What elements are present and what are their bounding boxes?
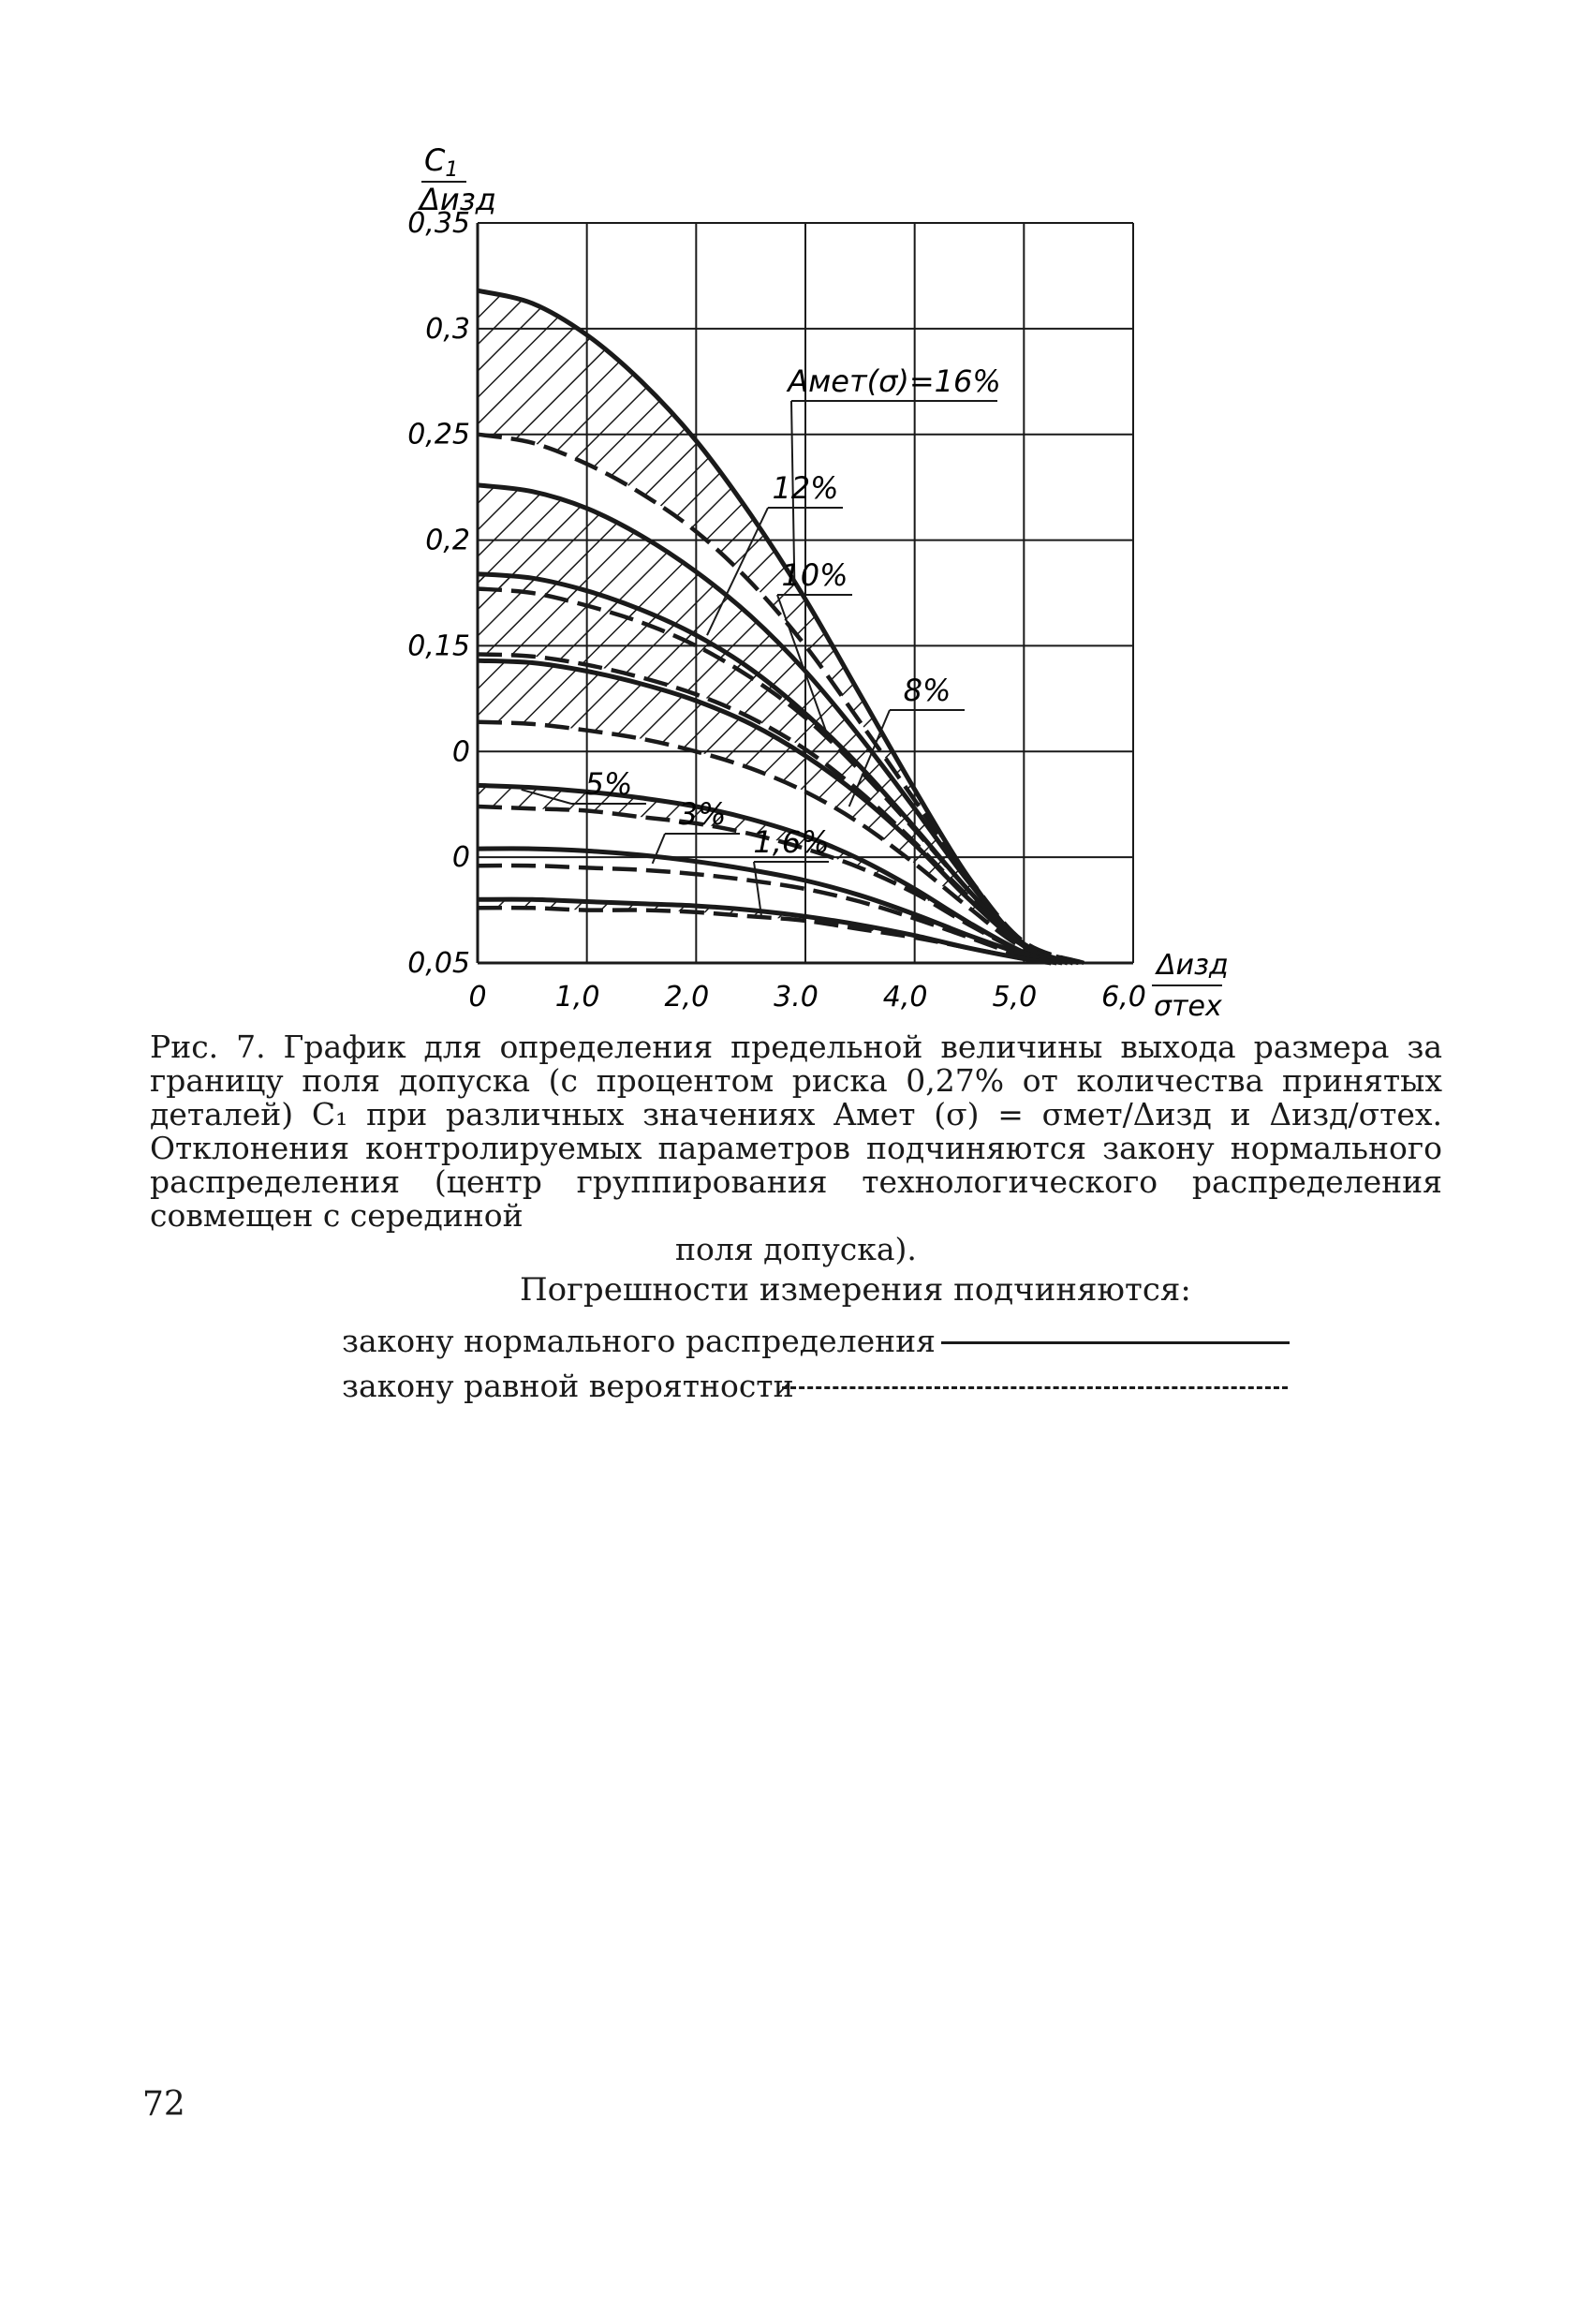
- x-axis-title-bottom: σтех: [1154, 990, 1222, 1023]
- x-tick-label: 0: [468, 981, 487, 1014]
- caption-text: Рис. 7. График для определения предельной величины выхода размера за границу поля допуска (с процентом риска 0,27% от количества принятых деталей) C₁ при различных значениях Aмет (σ) = σмет/Δизд и Δизд/σтех. Отклонения контролируемых параметров подчиняются закону нормального распределения (центр группирования технологического распределения совмещен с серединой: [150, 1029, 1442, 1234]
- chart: [0, 0, 1593, 1030]
- x-tick-label: 2,0: [664, 981, 710, 1014]
- y-tick-label: 0,25: [407, 418, 470, 451]
- y-tick-label: 0: [451, 735, 470, 769]
- annotation-label: 12%: [772, 470, 839, 506]
- y-tick-label: 0: [451, 841, 470, 875]
- legend-row-uniform: [342, 1368, 794, 1404]
- y-tick-label: 0,15: [407, 629, 470, 663]
- legend-uniform-label: закону равной вероятности: [342, 1368, 794, 1404]
- x-tick-label: 1,0: [554, 981, 600, 1014]
- x-tick-label: 4,0: [882, 981, 928, 1014]
- annotation-label: 5%: [584, 766, 633, 802]
- legend-row-normal: [342, 1323, 936, 1359]
- page-number: 72: [142, 2085, 185, 2124]
- y-axis-title: [417, 142, 496, 217]
- figure-caption: [150, 1030, 1442, 1266]
- annotation-label: 3%: [678, 796, 727, 832]
- caption-last-line: поля допуска).: [675, 1231, 917, 1267]
- annotation-label: 1,6%: [753, 824, 830, 860]
- y-tick-labels: [407, 207, 470, 980]
- x-tick-label: 3.0: [774, 981, 819, 1014]
- y-axis-title-top: C1: [424, 142, 459, 182]
- legend-title: Погрешности измерения подчиняются:: [520, 1271, 1191, 1309]
- y-tick-label: 0,05: [407, 947, 470, 980]
- y-tick-label: 0,2: [425, 524, 470, 557]
- y-axis-title-bottom: Δизд: [420, 182, 496, 217]
- legend-dashed-line-sample: [782, 1386, 1288, 1389]
- legend-solid-line-sample: [941, 1341, 1290, 1344]
- y-tick-label: 0,3: [425, 312, 470, 346]
- annotation-label: 8%: [903, 673, 951, 708]
- legend-normal-label: закону нормального распределения: [342, 1323, 936, 1359]
- x-tick-label: 5,0: [992, 981, 1038, 1014]
- annotation-label: 10%: [781, 557, 848, 593]
- x-axis-title: [1152, 949, 1229, 1023]
- x-tick-labels: [468, 981, 1145, 1014]
- x-axis-title-top: Δизд: [1157, 949, 1229, 982]
- x-tick-label: 6,0: [1101, 981, 1146, 1014]
- annotation-label: Aмет(σ)=16%: [788, 363, 1001, 399]
- y-tick-label: 0,35: [407, 207, 470, 240]
